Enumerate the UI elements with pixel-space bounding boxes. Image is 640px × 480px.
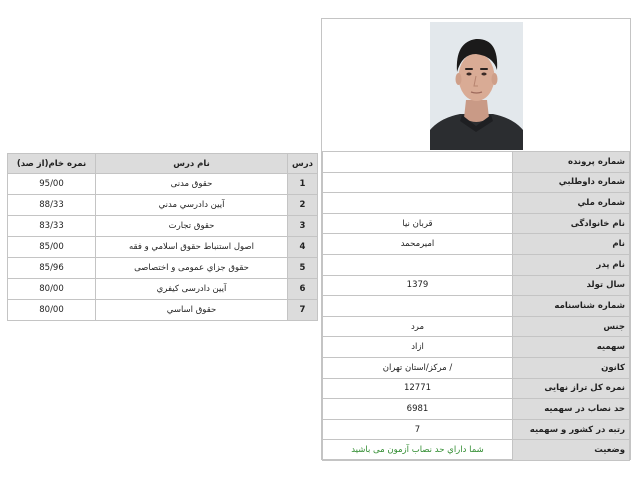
gender-label: جنس [513, 316, 630, 337]
file-number-value [323, 152, 513, 173]
subject-score: 80/00 [8, 279, 96, 300]
rank-label: رتبه در کشور و سهمیه [513, 419, 630, 440]
candidate-photo [430, 22, 523, 150]
status-message: شما داراي حد نصاب آزمون می باشید [323, 440, 513, 461]
candidate-profile-panel [321, 18, 631, 460]
national-id-value [323, 193, 513, 214]
last-name-label: نام خانوادگی [513, 213, 630, 234]
grades-header-row [8, 154, 318, 174]
national-id-label: شماره ملي [513, 193, 630, 214]
table-row [8, 258, 318, 279]
info-row [323, 378, 630, 399]
subject-score: 83/33 [8, 216, 96, 237]
quota-threshold-label: حد نصاب در سهمیه [513, 399, 630, 420]
column-header-subject: نام درس [96, 154, 288, 174]
rank-value: 7 [323, 419, 513, 440]
subject-score: 95/00 [8, 174, 96, 195]
info-row [323, 172, 630, 193]
table-row [8, 174, 318, 195]
subject-score: 85/00 [8, 237, 96, 258]
quota-value: ازاد [323, 337, 513, 358]
info-row [323, 193, 630, 214]
column-header-score: نمره خام(از صد) [8, 154, 96, 174]
column-header-index: درس [288, 154, 318, 174]
row-index: 2 [288, 195, 318, 216]
info-row [323, 213, 630, 234]
father-name-value [323, 254, 513, 275]
subject-name: آیین دادرسي مدني [96, 195, 288, 216]
subject-score: 80/00 [8, 300, 96, 321]
info-row [323, 357, 630, 378]
table-row [8, 300, 318, 321]
candidate-number-value [323, 172, 513, 193]
file-number-label: شماره پرونده [513, 152, 630, 173]
subject-score: 85/96 [8, 258, 96, 279]
info-row [323, 440, 630, 461]
table-row [8, 216, 318, 237]
quota-threshold-value: 6981 [323, 399, 513, 420]
info-row [323, 296, 630, 317]
table-row [8, 237, 318, 258]
info-row [323, 254, 630, 275]
final-score-label: نمره کل تراز نهایی [513, 378, 630, 399]
info-row [323, 275, 630, 296]
quota-label: سهمیه [513, 337, 630, 358]
status-label: وضعیت [513, 440, 630, 461]
info-row [323, 152, 630, 173]
id-card-number-label: شماره شناسنامه [513, 296, 630, 317]
birth-year-value: 1379 [323, 275, 513, 296]
bar-association-value: / مرکز/استان تهران [323, 357, 513, 378]
first-name-value: امیرمحمد [323, 234, 513, 255]
table-row [8, 279, 318, 300]
row-index: 7 [288, 300, 318, 321]
info-row [323, 419, 630, 440]
subject-score: 88/33 [8, 195, 96, 216]
row-index: 6 [288, 279, 318, 300]
subject-name: اصول استنباط حقوق اسلامي و فقه [96, 237, 288, 258]
info-row [323, 399, 630, 420]
person-photo-icon [430, 22, 523, 150]
row-index: 4 [288, 237, 318, 258]
subject-name: حقوق تجارت [96, 216, 288, 237]
info-row [323, 337, 630, 358]
row-index: 5 [288, 258, 318, 279]
grades-table [7, 153, 318, 321]
birth-year-label: سال تولد [513, 275, 630, 296]
row-index: 1 [288, 174, 318, 195]
row-index: 3 [288, 216, 318, 237]
candidate-number-label: شماره داوطلبي [513, 172, 630, 193]
subject-name: حقوق مدنی [96, 174, 288, 195]
final-score-value: 12771 [323, 378, 513, 399]
id-card-number-value [323, 296, 513, 317]
table-row [8, 195, 318, 216]
gender-value: مرد [323, 316, 513, 337]
bar-association-label: کانون [513, 357, 630, 378]
subject-name: حقوق جزاي عمومی و اختصاصی [96, 258, 288, 279]
info-row [323, 316, 630, 337]
last-name-value: قربان نیا [323, 213, 513, 234]
candidate-info-table [322, 151, 630, 461]
first-name-label: نام [513, 234, 630, 255]
subject-name: آیین دادرسی کیفري [96, 279, 288, 300]
father-name-label: نام پدر [513, 254, 630, 275]
subject-name: حقوق اساسي [96, 300, 288, 321]
info-row [323, 234, 630, 255]
